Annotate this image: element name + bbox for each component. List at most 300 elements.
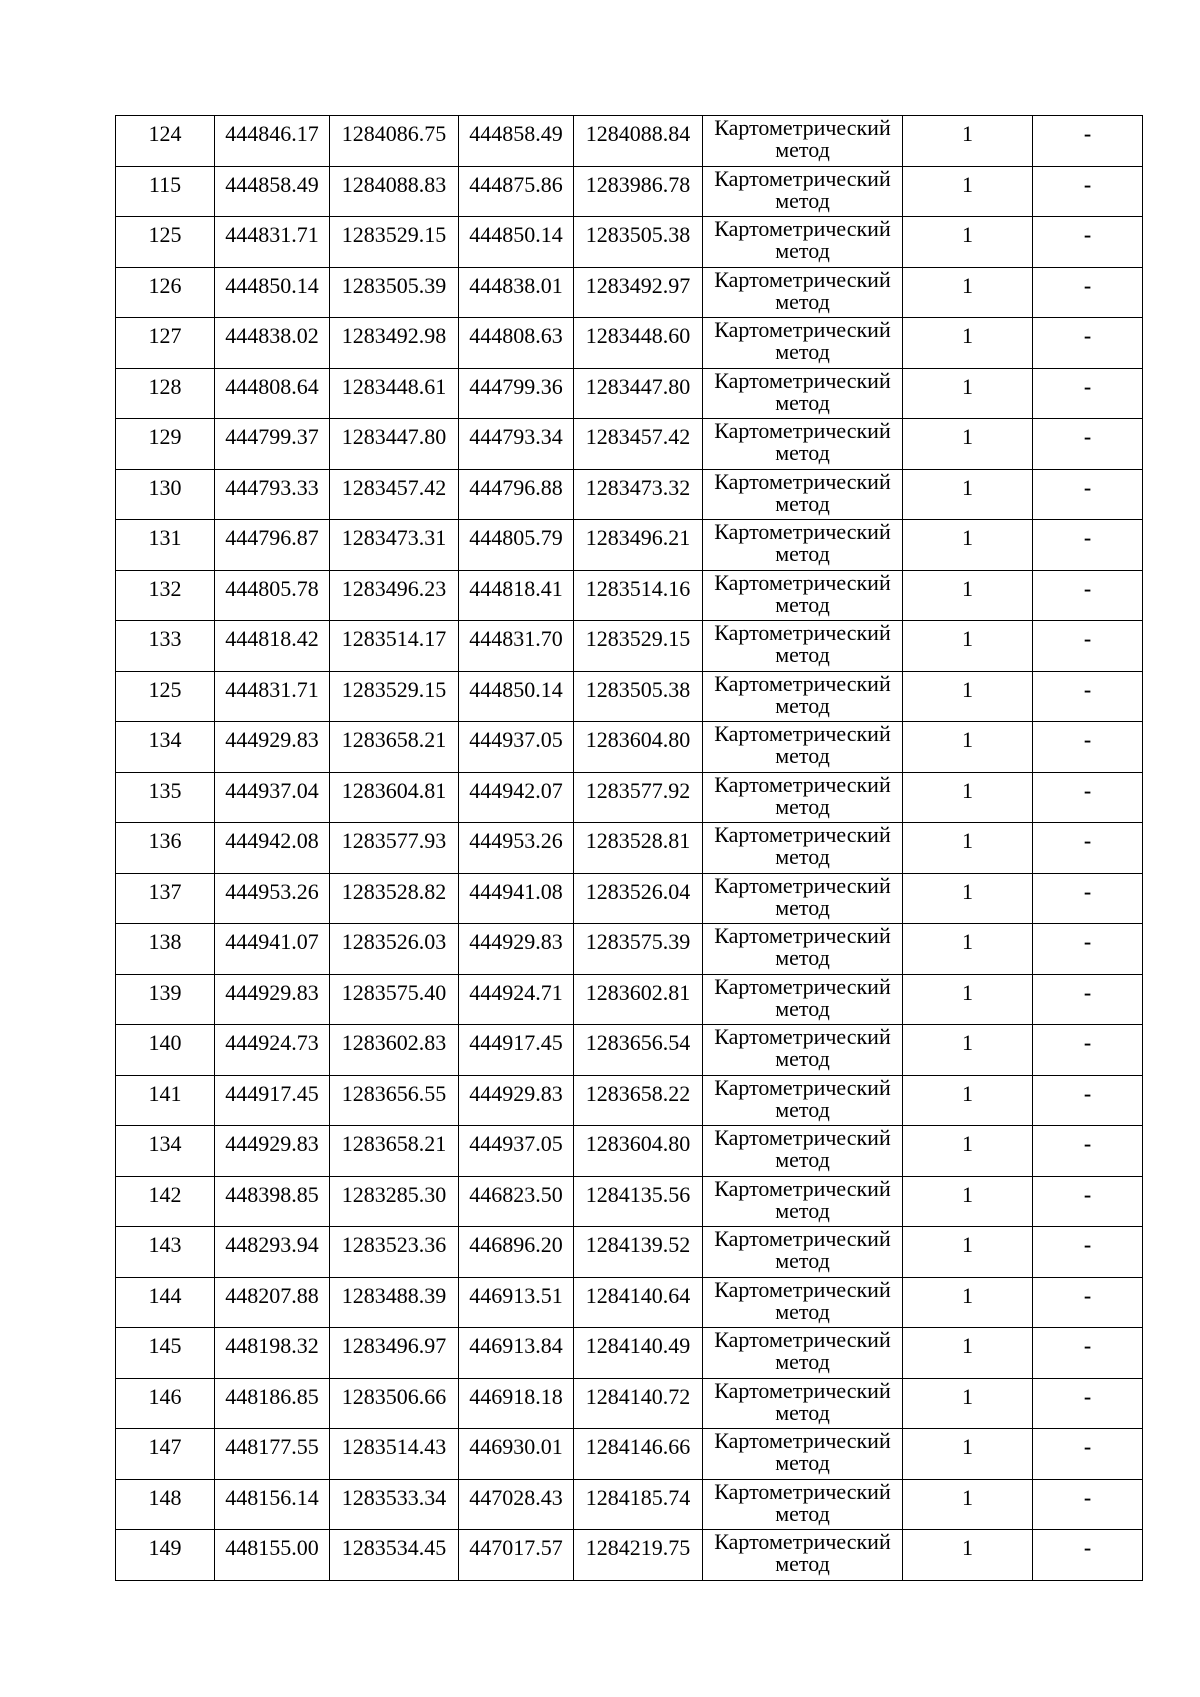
start-y-cell <box>330 1328 459 1379</box>
point-number-cell <box>116 1328 215 1379</box>
start-x-value: 444846.17 <box>225 121 319 146</box>
method-label-line2: метод <box>775 642 830 667</box>
start-y-value: 1283496.23 <box>341 575 447 601</box>
method-cell <box>703 1429 903 1480</box>
accuracy-value: 1 <box>962 1383 973 1409</box>
start-x-value: 444831.71 <box>225 676 319 702</box>
note-value: - <box>1083 979 1092 1005</box>
start-y-value: 1283526.03 <box>341 929 447 954</box>
method-label-line1: Картометрический <box>714 1277 891 1302</box>
method-cell <box>703 621 903 672</box>
method-label-line2: метод <box>775 894 830 920</box>
start-x-value: 444924.73 <box>225 1030 319 1055</box>
method-cell <box>703 570 903 621</box>
start-y-cell <box>330 873 459 924</box>
end-x-value: 444818.41 <box>469 575 563 601</box>
method-cell <box>703 924 903 975</box>
method-cell <box>703 166 903 217</box>
note-cell <box>1033 974 1143 1025</box>
start-x-value: 444941.07 <box>225 929 319 954</box>
note-value: - <box>1083 525 1092 550</box>
method-label-line2: метод <box>775 339 830 364</box>
note-cell <box>1033 621 1143 672</box>
method-cell <box>703 1227 903 1278</box>
method-cell <box>703 318 903 369</box>
method-cell <box>703 1479 903 1530</box>
note-cell <box>1033 1429 1143 1480</box>
accuracy-value: 1 <box>962 1484 973 1510</box>
accuracy-value: 1 <box>962 1080 973 1106</box>
method-label-line2: метод <box>775 389 830 415</box>
end-x-value: 444917.45 <box>469 1030 563 1055</box>
accuracy-cell <box>903 570 1033 621</box>
accuracy-cell <box>903 823 1033 874</box>
accuracy-value: 1 <box>962 121 973 146</box>
note-value: - <box>1083 1484 1092 1510</box>
note-value: - <box>1083 373 1092 399</box>
end-y-value: 1284139.52 <box>585 1232 691 1257</box>
method-label-line2: метод <box>775 1450 830 1475</box>
end-x-cell <box>459 368 574 419</box>
table-row <box>116 1429 1143 1480</box>
method-label-line1: Картометрический <box>714 974 891 999</box>
method-label-line1: Картометрический <box>714 1075 891 1100</box>
end-x-value: 444838.01 <box>469 272 563 298</box>
start-y-cell <box>330 722 459 773</box>
method-label-line1: Картометрический <box>714 267 891 292</box>
end-x-value: 444850.14 <box>469 676 563 702</box>
end-x-cell <box>459 974 574 1025</box>
end-x-value: 444929.83 <box>469 1080 563 1106</box>
point-number-cell <box>116 318 215 369</box>
method-label-line2: метод <box>775 945 830 970</box>
point-number-cell <box>116 469 215 520</box>
method-cell <box>703 823 903 874</box>
start-x-value: 448186.85 <box>225 1383 319 1409</box>
point-number-value: 139 <box>148 979 182 1005</box>
accuracy-cell <box>903 520 1033 571</box>
note-cell <box>1033 1025 1143 1076</box>
point-number-cell <box>116 1227 215 1278</box>
end-x-cell <box>459 166 574 217</box>
point-number-cell <box>116 722 215 773</box>
note-cell <box>1033 924 1143 975</box>
start-x-cell <box>215 974 330 1025</box>
method-label-line1: Картометрический <box>714 1529 891 1554</box>
start-x-cell <box>215 419 330 470</box>
end-y-cell <box>574 873 703 924</box>
accuracy-cell <box>903 772 1033 823</box>
accuracy-value: 1 <box>962 626 973 651</box>
end-x-value: 444831.70 <box>469 626 563 651</box>
table-row <box>116 1328 1143 1379</box>
table-row <box>116 924 1143 975</box>
end-y-cell <box>574 1328 703 1379</box>
point-number-cell <box>116 217 215 268</box>
accuracy-cell <box>903 1530 1033 1581</box>
point-number-cell <box>116 671 215 722</box>
start-y-value: 1284086.75 <box>341 121 447 146</box>
method-label-line2: метод <box>775 793 830 819</box>
end-x-value: 444924.71 <box>469 979 563 1005</box>
start-x-value: 444831.71 <box>225 222 319 247</box>
note-value: - <box>1083 1232 1092 1257</box>
method-label-line1: Картометрический <box>714 1125 891 1150</box>
method-cell <box>703 1277 903 1328</box>
table-row <box>116 116 1143 167</box>
start-y-cell <box>330 1126 459 1177</box>
end-y-value: 1283604.80 <box>585 1131 691 1156</box>
point-number-value: 131 <box>148 525 182 550</box>
start-x-value: 444953.26 <box>225 878 319 904</box>
note-cell <box>1033 1277 1143 1328</box>
point-number-cell <box>116 1429 215 1480</box>
end-y-value: 1283656.54 <box>585 1030 691 1055</box>
note-value: - <box>1083 626 1092 651</box>
point-number-value: 140 <box>148 1030 182 1055</box>
method-cell <box>703 469 903 520</box>
point-number-value: 145 <box>148 1333 182 1358</box>
end-y-cell <box>574 671 703 722</box>
table-row <box>116 1277 1143 1328</box>
table-row <box>116 1378 1143 1429</box>
start-y-value: 1283577.93 <box>341 828 447 853</box>
start-x-value: 444838.02 <box>225 323 319 348</box>
start-x-cell <box>215 217 330 268</box>
end-y-value: 1283505.38 <box>585 676 691 702</box>
end-y-value: 1283604.80 <box>585 727 691 752</box>
end-x-cell <box>459 520 574 571</box>
end-y-cell <box>574 924 703 975</box>
method-cell <box>703 1328 903 1379</box>
note-value: - <box>1083 1030 1092 1055</box>
end-y-cell <box>574 1429 703 1480</box>
end-y-cell <box>574 722 703 773</box>
accuracy-value: 1 <box>962 929 973 954</box>
point-number-cell <box>116 924 215 975</box>
end-y-cell <box>574 621 703 672</box>
note-value: - <box>1083 676 1092 702</box>
note-cell <box>1033 772 1143 823</box>
table-row <box>116 217 1143 268</box>
point-number-cell <box>116 116 215 167</box>
note-cell <box>1033 318 1143 369</box>
method-label-line2: метод <box>775 1248 830 1273</box>
accuracy-value: 1 <box>962 1333 973 1358</box>
start-x-cell <box>215 1227 330 1278</box>
method-label-line2: метод <box>775 1551 830 1576</box>
note-cell <box>1033 116 1143 167</box>
end-y-cell <box>574 520 703 571</box>
method-cell <box>703 1025 903 1076</box>
table-row <box>116 671 1143 722</box>
table-row <box>116 1227 1143 1278</box>
start-x-cell <box>215 722 330 773</box>
point-number-value: 138 <box>148 929 182 954</box>
point-number-value: 149 <box>148 1535 182 1560</box>
note-cell <box>1033 419 1143 470</box>
point-number-cell <box>116 621 215 672</box>
point-number-value: 143 <box>148 1232 182 1257</box>
end-y-value: 1283986.78 <box>585 171 691 197</box>
point-number-cell <box>116 570 215 621</box>
start-y-cell <box>330 419 459 470</box>
end-x-value: 444953.26 <box>469 828 563 853</box>
note-value: - <box>1083 272 1092 298</box>
end-x-value: 446930.01 <box>469 1434 563 1459</box>
end-y-value: 1283473.32 <box>585 474 691 500</box>
point-number-value: 147 <box>148 1434 182 1459</box>
start-x-cell <box>215 823 330 874</box>
start-y-cell <box>330 974 459 1025</box>
end-x-value: 444793.34 <box>469 424 563 449</box>
accuracy-value: 1 <box>962 1030 973 1055</box>
end-y-cell <box>574 217 703 268</box>
end-y-cell <box>574 1227 703 1278</box>
accuracy-cell <box>903 1328 1033 1379</box>
accuracy-value: 1 <box>962 424 973 449</box>
coordinates-table <box>115 115 1143 1581</box>
start-x-value: 444799.37 <box>225 424 319 449</box>
note-value: - <box>1083 323 1092 348</box>
end-y-value: 1283529.15 <box>585 626 691 651</box>
method-cell <box>703 1126 903 1177</box>
end-x-cell <box>459 469 574 520</box>
method-label-line1: Картометрический <box>714 721 891 746</box>
point-number-value: 125 <box>148 676 182 702</box>
note-value: - <box>1083 1181 1092 1207</box>
start-y-value: 1283534.45 <box>341 1535 447 1560</box>
accuracy-value: 1 <box>962 727 973 752</box>
start-x-value: 448156.14 <box>225 1484 319 1510</box>
accuracy-cell <box>903 1227 1033 1278</box>
start-x-cell <box>215 1378 330 1429</box>
end-y-cell <box>574 166 703 217</box>
point-number-value: 126 <box>148 272 182 298</box>
accuracy-value: 1 <box>962 525 973 550</box>
accuracy-cell <box>903 722 1033 773</box>
start-x-value: 444929.83 <box>225 979 319 1005</box>
end-x-value: 446896.20 <box>469 1232 563 1257</box>
method-label-line2: метод <box>775 490 830 516</box>
point-number-value: 125 <box>148 222 182 247</box>
point-number-cell <box>116 1176 215 1227</box>
end-x-value: 444941.08 <box>469 878 563 904</box>
end-y-value: 1284088.84 <box>585 121 691 146</box>
note-cell <box>1033 217 1143 268</box>
start-y-value: 1283506.66 <box>341 1383 447 1409</box>
point-number-cell <box>116 823 215 874</box>
point-number-value: 132 <box>148 575 182 601</box>
note-cell <box>1033 823 1143 874</box>
table-row <box>116 1126 1143 1177</box>
end-x-cell <box>459 873 574 924</box>
end-x-value: 447028.43 <box>469 1484 563 1510</box>
end-y-value: 1283658.22 <box>585 1080 691 1106</box>
start-y-value: 1283514.43 <box>341 1434 447 1459</box>
end-y-value: 1284135.56 <box>585 1181 691 1207</box>
accuracy-value: 1 <box>962 777 973 803</box>
method-label-line1: Картометрический <box>714 216 891 241</box>
point-number-cell <box>116 267 215 318</box>
note-value: - <box>1083 1333 1092 1358</box>
start-y-value: 1283505.39 <box>341 272 447 298</box>
accuracy-cell <box>903 1479 1033 1530</box>
start-y-value: 1283514.17 <box>341 626 447 651</box>
point-number-value: 134 <box>148 1131 182 1156</box>
accuracy-cell <box>903 1075 1033 1126</box>
start-y-value: 1283523.36 <box>341 1232 447 1257</box>
note-cell <box>1033 1328 1143 1379</box>
end-x-value: 446823.50 <box>469 1181 563 1207</box>
end-y-cell <box>574 823 703 874</box>
accuracy-cell <box>903 217 1033 268</box>
start-y-cell <box>330 621 459 672</box>
table-body <box>116 116 1143 1581</box>
start-y-cell <box>330 166 459 217</box>
method-label-line1: Картометрический <box>714 368 891 393</box>
method-label-line2: метод <box>775 238 830 263</box>
table-row <box>116 419 1143 470</box>
end-y-cell <box>574 1126 703 1177</box>
note-value: - <box>1083 1080 1092 1106</box>
start-x-cell <box>215 1025 330 1076</box>
end-y-cell <box>574 1378 703 1429</box>
start-y-value: 1283448.61 <box>341 373 447 399</box>
end-y-cell <box>574 116 703 167</box>
end-x-cell <box>459 823 574 874</box>
note-cell <box>1033 1479 1143 1530</box>
start-y-value: 1283496.97 <box>341 1333 447 1358</box>
end-x-cell <box>459 318 574 369</box>
method-label-line1: Картометрический <box>714 317 891 342</box>
table-row <box>116 1075 1143 1126</box>
start-y-cell <box>330 267 459 318</box>
start-x-cell <box>215 772 330 823</box>
end-x-value: 444799.36 <box>469 373 563 399</box>
note-value: - <box>1083 1131 1092 1156</box>
start-y-value: 1284088.83 <box>341 171 447 197</box>
note-cell <box>1033 570 1143 621</box>
accuracy-value: 1 <box>962 676 973 702</box>
method-label-line1: Картометрический <box>714 822 891 847</box>
accuracy-cell <box>903 621 1033 672</box>
point-number-value: 135 <box>148 777 182 803</box>
end-y-value: 1283602.81 <box>585 979 691 1005</box>
start-x-value: 448155.00 <box>225 1535 319 1560</box>
start-x-value: 448293.94 <box>225 1232 319 1257</box>
end-y-value: 1283457.42 <box>585 424 691 449</box>
note-value: - <box>1083 171 1092 197</box>
note-value: - <box>1083 828 1092 853</box>
note-value: - <box>1083 1535 1092 1560</box>
table-row <box>116 166 1143 217</box>
start-y-value: 1283602.83 <box>341 1030 447 1055</box>
accuracy-value: 1 <box>962 979 973 1005</box>
point-number-value: 144 <box>148 1282 182 1308</box>
start-x-cell <box>215 873 330 924</box>
note-value: - <box>1083 727 1092 752</box>
note-cell <box>1033 1530 1143 1581</box>
end-x-cell <box>459 116 574 167</box>
method-cell <box>703 217 903 268</box>
end-x-cell <box>459 1378 574 1429</box>
point-number-value: 141 <box>148 1080 182 1106</box>
start-x-value: 444858.49 <box>225 171 319 197</box>
method-label-line1: Картометрический <box>714 671 891 696</box>
end-x-cell <box>459 1227 574 1278</box>
start-y-cell <box>330 570 459 621</box>
start-y-value: 1283457.42 <box>341 474 447 500</box>
method-label-line2: метод <box>775 288 830 314</box>
note-cell <box>1033 166 1143 217</box>
start-y-value: 1283492.98 <box>341 323 447 348</box>
start-x-cell <box>215 318 330 369</box>
end-y-cell <box>574 1075 703 1126</box>
start-x-cell <box>215 924 330 975</box>
end-y-cell <box>574 570 703 621</box>
point-number-value: 127 <box>148 323 182 348</box>
method-label-line1: Картометрический <box>714 923 891 948</box>
method-label-line2: метод <box>775 1349 830 1374</box>
point-number-cell <box>116 1126 215 1177</box>
note-value: - <box>1083 1383 1092 1409</box>
end-x-cell <box>459 924 574 975</box>
accuracy-value: 1 <box>962 1131 973 1156</box>
start-x-cell <box>215 1479 330 1530</box>
start-y-value: 1283658.21 <box>341 1131 447 1156</box>
accuracy-value: 1 <box>962 323 973 348</box>
accuracy-cell <box>903 166 1033 217</box>
end-y-value: 1284146.66 <box>585 1434 691 1459</box>
end-y-cell <box>574 1530 703 1581</box>
accuracy-cell <box>903 873 1033 924</box>
start-x-value: 448177.55 <box>225 1434 319 1459</box>
method-label-line1: Картометрический <box>714 570 891 595</box>
method-cell <box>703 772 903 823</box>
end-x-cell <box>459 772 574 823</box>
end-y-value: 1283575.39 <box>585 929 691 954</box>
method-cell <box>703 974 903 1025</box>
method-label-line1: Картометрический <box>714 1378 891 1403</box>
method-label-line1: Картометрический <box>714 1024 891 1049</box>
end-y-value: 1283492.97 <box>585 272 691 298</box>
start-y-cell <box>330 671 459 722</box>
start-y-value: 1283528.82 <box>341 878 447 904</box>
note-value: - <box>1083 575 1092 601</box>
end-y-value: 1283526.04 <box>585 878 691 904</box>
method-cell <box>703 1176 903 1227</box>
start-x-value: 444808.64 <box>225 373 319 399</box>
start-y-value: 1283604.81 <box>341 777 447 803</box>
end-y-value: 1284140.72 <box>585 1383 691 1409</box>
method-label-line2: метод <box>775 1147 830 1172</box>
table-row <box>116 1479 1143 1530</box>
method-label-line2: метод <box>775 137 830 162</box>
start-y-cell <box>330 823 459 874</box>
end-y-cell <box>574 267 703 318</box>
method-label-line1: Картометрический <box>714 469 891 494</box>
method-cell <box>703 722 903 773</box>
table-row <box>116 267 1143 318</box>
start-y-value: 1283529.15 <box>341 676 447 702</box>
start-x-value: 444796.87 <box>225 525 319 550</box>
table-row <box>116 1530 1143 1581</box>
point-number-value: 128 <box>148 373 182 399</box>
accuracy-value: 1 <box>962 222 973 247</box>
start-x-cell <box>215 621 330 672</box>
point-number-cell <box>116 1530 215 1581</box>
